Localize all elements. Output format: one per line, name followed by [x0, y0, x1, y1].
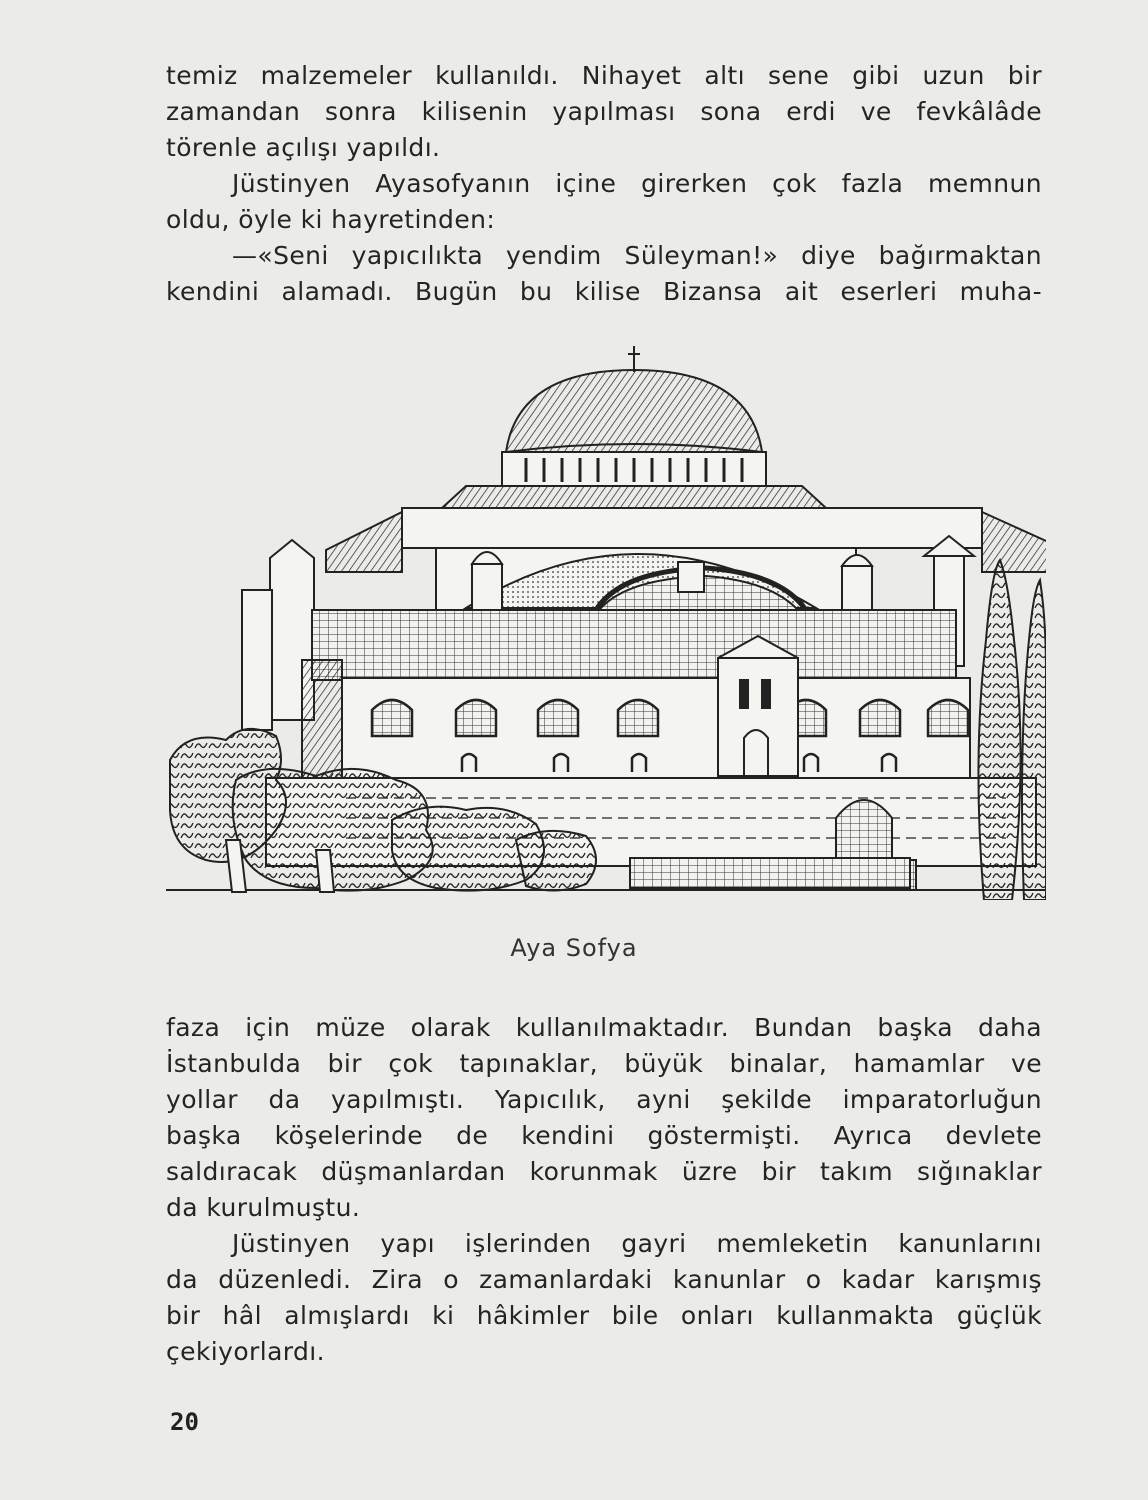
top-paragraphs	[166, 58, 1042, 310]
text-line: kendini alamadı. Bugün bu kilise Bizansa ait eserleri muha-	[166, 277, 1042, 306]
text-line: da kurulmuştu.	[166, 1193, 361, 1222]
page-number: 20	[170, 1408, 199, 1436]
text-line: zamandan sonra kilisenin yapılması sona erdi ve fevkâlâde	[166, 97, 1042, 126]
ayasofya-illustration	[166, 340, 1046, 900]
figure-caption: Aya Sofya	[510, 934, 638, 962]
text-line: temiz malzemeler kullanıldı. Nihayet altı sene gibi uzun bir	[166, 61, 1042, 90]
text-line: yollar da yapılmıştı. Yapıcılık, ayni şekilde imparatorluğun	[166, 1085, 1042, 1114]
text-line: da düzenledi. Zira o zamanlardaki kanunlar o kadar karışmış	[166, 1265, 1042, 1294]
text-line: başka köşelerinde de kendini göstermişti. Ayrıca devlete	[166, 1121, 1042, 1150]
text-line: Jüstinyen Ayasofyanın içine girerken çok fazla memnun	[232, 169, 1042, 198]
text-line: faza için müze olarak kullanılmaktadır. Bundan başka daha	[166, 1013, 1042, 1042]
text-line: —«Seni yapıcılıkta yendim Süleyman!» diye bağırmaktan	[232, 241, 1042, 270]
text-line: törenle açılışı yapıldı.	[166, 133, 441, 162]
text-line: İstanbulda bir çok tapınaklar, büyük binalar, hamamlar ve	[166, 1049, 1042, 1078]
text-line: bir hâl almışlardı ki hâkimler bile onları kullanmakta güçlük	[166, 1301, 1042, 1330]
bottom-paragraphs	[166, 1010, 1042, 1370]
text-line: çekiyorlardı.	[166, 1337, 325, 1366]
text-line: saldıracak düşmanlardan korunmak üzre bir takım sığınaklar	[166, 1157, 1042, 1186]
ayasofya-drawing	[166, 340, 1046, 900]
text-line: oldu, öyle ki hayretinden:	[166, 205, 496, 234]
text-line: Jüstinyen yapı işlerinden gayri memleketin kanunlarını	[232, 1229, 1042, 1258]
